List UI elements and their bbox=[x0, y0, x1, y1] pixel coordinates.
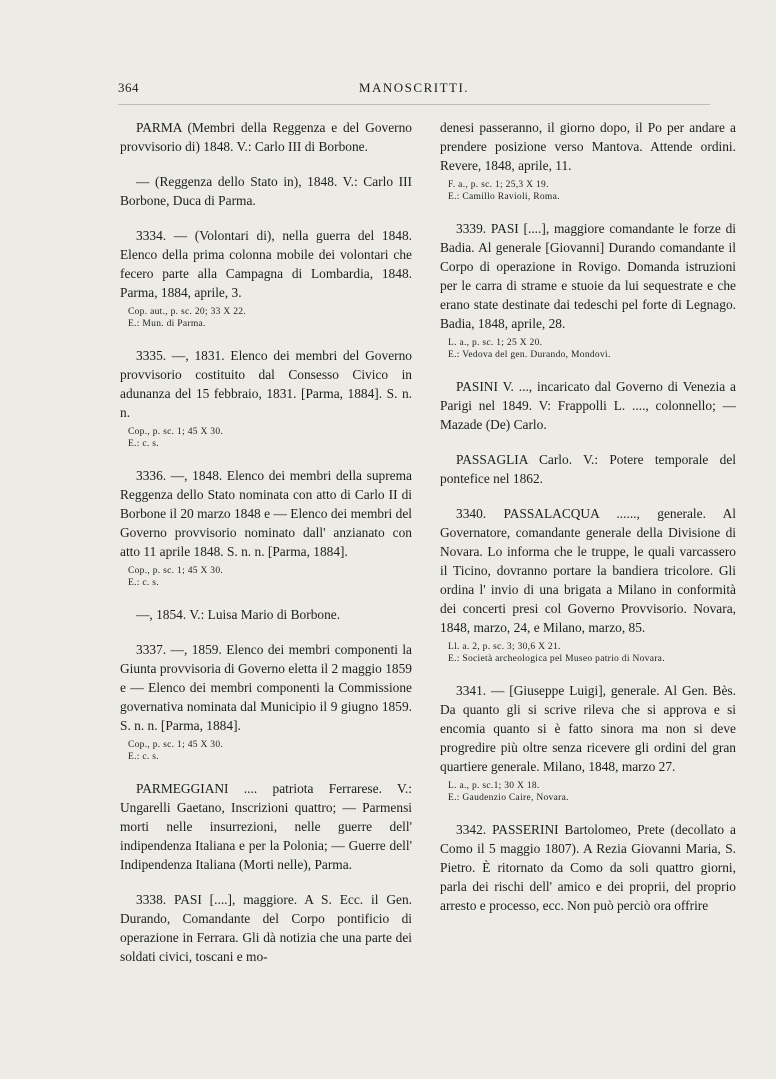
entry-text: 3338. PASI [....], maggiore. A S. Ecc. il Gen. Durando, Comandante del Corpo pontificio di operazione in Ferrara. Gli dà notizia che una parte dei soldati civici, toscani e mo- bbox=[120, 892, 412, 964]
header-rule bbox=[118, 104, 710, 105]
meta-line: F. a., p. sc. 1; 25,3 X 19. bbox=[448, 180, 549, 190]
entry-meta bbox=[128, 306, 412, 330]
entry-text: denesi passeranno, il giorno dopo, il Po per andare a prendere posizione verso Mantova. Attende ordini. Revere, 1848, aprile, 11. bbox=[440, 120, 736, 173]
running-title: MANOSCRITTI. bbox=[358, 80, 470, 95]
catalog-entry bbox=[440, 377, 736, 434]
entry-text: —, 1854. V.: Luisa Mario di Borbone. bbox=[136, 607, 341, 622]
entry-meta bbox=[448, 641, 736, 665]
catalog-entry bbox=[440, 219, 736, 361]
meta-line: Cop., p. sc. 1; 45 X 30. bbox=[128, 566, 224, 576]
entry-text: PARMEGGIANI .... patriota Ferrarese. V.: Ungarelli Gaetano, Inscrizioni quattro; — Parmensi morti nelle insurrezioni, nelle guerre dell' indipendenza Italiana e per la Polonia; — Guerre dell' Indipendenza Italiana (Morti nelle), Parma. bbox=[120, 781, 412, 872]
page-number: 364 bbox=[118, 80, 139, 95]
catalog-entry bbox=[440, 820, 736, 915]
catalog-entry bbox=[440, 681, 736, 804]
meta-line: E.: Camillo Ravioli, Roma. bbox=[448, 192, 560, 202]
meta-line: Cop., p. sc. 1; 45 X 30. bbox=[128, 740, 224, 750]
entry-meta bbox=[448, 780, 736, 804]
catalog-entry bbox=[120, 118, 412, 156]
meta-line: E.: Vedova del gen. Durando, Mondovì. bbox=[448, 350, 611, 360]
entry-text: 3337. —, 1859. Elenco dei membri componenti la Giunta provvisoria di Governo eletta il 2 maggio 1859 e — Elenco dei membri componenti la Commissione governativa nominata dal Municipio il 9 giugno 1859. S. n. n. [Parma, 1884]. bbox=[120, 642, 412, 733]
left-column bbox=[120, 118, 412, 982]
entry-text: 3336. —, 1848. Elenco dei membri della suprema Reggenza dello Stato nominata con atto di Carlo II di Borbone il 20 marzo 1848 e — Elenco dei membri del Governo provvisorio nominato dall' anzianato con atto 11 aprile 1848. S. n. n. [Parma, 1884]. bbox=[120, 468, 412, 559]
catalog-entry bbox=[120, 172, 412, 210]
entry-text: — (Reggenza dello Stato in), 1848. V.: Carlo III Borbone, Duca di Parma. bbox=[120, 174, 412, 208]
page-header bbox=[118, 80, 710, 100]
entry-meta bbox=[448, 179, 736, 203]
catalog-entry bbox=[440, 118, 736, 203]
catalog-entry bbox=[440, 504, 736, 665]
meta-line: L. a., p. sc.1; 30 X 18. bbox=[448, 781, 540, 791]
catalog-entry bbox=[120, 779, 412, 874]
entry-meta bbox=[448, 337, 736, 361]
catalog-entry bbox=[120, 640, 412, 763]
meta-line: E.: Gaudenzio Caire, Novara. bbox=[448, 793, 569, 803]
entry-text: PARMA (Membri della Reggenza e del Governo provvisorio di) 1848. V.: Carlo III di Borbone. bbox=[120, 120, 412, 154]
meta-line: Cop. aut., p. sc. 20; 33 X 22. bbox=[128, 307, 246, 317]
entry-text: 3342. PASSERINI Bartolomeo, Prete (decollato a Como il 5 maggio 1807). A Rezia Giovanni Maria, S. Pietro. È ritornato da Como da soli quattro giorni, parla dei rischi dell' amico e dei proprii, del proprio arresto e processo, ecc. Non può perciò ora offrire bbox=[440, 822, 736, 913]
meta-line: Cop., p. sc. 1; 45 X 30. bbox=[128, 427, 224, 437]
meta-line: E.: c. s. bbox=[128, 439, 159, 449]
catalog-entry bbox=[440, 450, 736, 488]
right-column bbox=[440, 118, 736, 931]
entry-text: 3335. —, 1831. Elenco dei membri del Governo provvisorio costituito dal Consesso Civico in adunanza del 15 febbraio, 1831. [Parma, 1884]. S. n. n. bbox=[120, 348, 412, 420]
entry-meta bbox=[128, 565, 412, 589]
catalog-entry bbox=[120, 890, 412, 966]
entry-text: 3339. PASI [....], maggiore comandante le forze di Badia. Al generale [Giovanni] Durando comandante il Corpo di operazione in Rovigo. Domanda istruzioni per le carra di strame e stuoie da lui sequestrate e che erano state destinate dai tedeschi pel forte di Legnago. Badia, 1848, aprile, 28. bbox=[440, 221, 736, 331]
catalog-entry bbox=[120, 605, 412, 624]
meta-line: E.: Società archeologica pel Museo patrio di Novara. bbox=[448, 654, 665, 664]
catalog-entry bbox=[120, 226, 412, 330]
catalog-entry bbox=[120, 346, 412, 450]
meta-line: E.: c. s. bbox=[128, 578, 159, 588]
meta-line: Ll. a. 2, p. sc. 3; 30,6 X 21. bbox=[448, 642, 561, 652]
entry-meta bbox=[128, 426, 412, 450]
entry-text: PASINI V. ..., incaricato dal Governo di Venezia a Parigi nel 1849. V: Frappolli L. ...., colonnello; — Mazade (De) Carlo. bbox=[440, 379, 736, 432]
catalog-entry bbox=[120, 466, 412, 589]
entry-text: PASSAGLIA Carlo. V.: Potere temporale del pontefice nel 1862. bbox=[440, 452, 736, 486]
entry-text: 3341. — [Giuseppe Luigi], generale. Al Gen. Bès. Da quanto gli si scrive rileva che si approva e si encomia quanto si è fatto sinora ma non si deve progredire più oltre senza ricevere gli ordini del gran quartiere generale. Milano, 1848, marzo 27. bbox=[440, 683, 736, 774]
meta-line: E.: c. s. bbox=[128, 752, 159, 762]
entry-text: 3334. — (Volontari di), nella guerra del 1848. Elenco della prima colonna mobile dei volontari che fecero parte alla Campagna di Lombardia, 1848. Parma, 1884, aprile, 3. bbox=[120, 228, 412, 300]
entry-text: 3340. PASSALACQUA ......, generale. Al Governatore, comandante generale della Divisione di Novara. Lo informa che le truppe, le quali varcassero il Ticino, dovranno portare la bandiera tricolore. Gli ordina l' invio di una brigata a Milano in conformità dei concerti presi col Governo Provvisorio. Novara, 1848, marzo, 24, e Milano, marzo, 85. bbox=[440, 506, 736, 635]
meta-line: L. a., p. sc. 1; 25 X 20. bbox=[448, 338, 543, 348]
entry-meta bbox=[128, 739, 412, 763]
meta-line: E.: Mun. di Parma. bbox=[128, 319, 206, 329]
